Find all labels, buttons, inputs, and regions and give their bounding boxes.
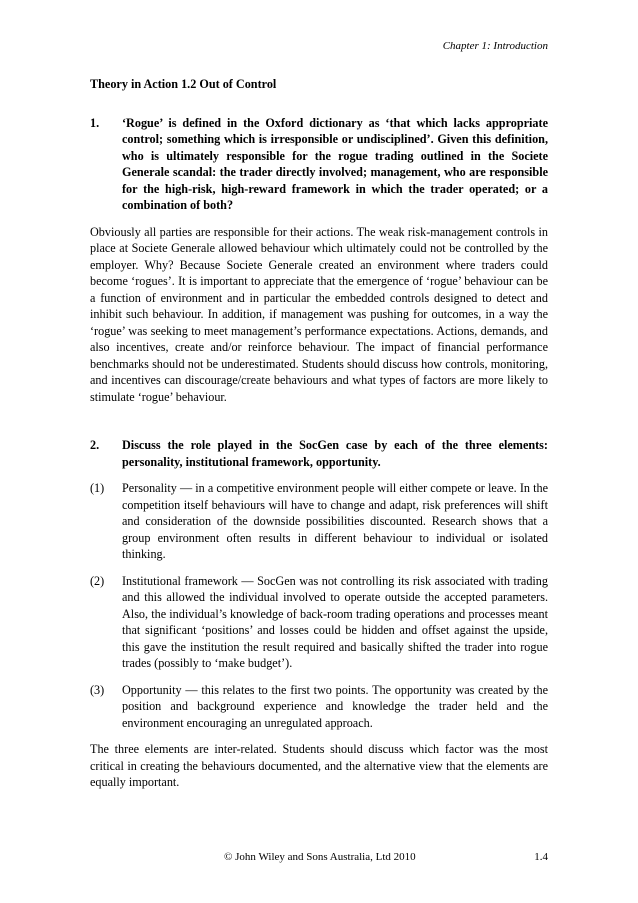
list-item-number: (3) bbox=[90, 682, 105, 697]
list-item-number: (2) bbox=[90, 573, 105, 588]
section-title: Theory in Action 1.2 Out of Control bbox=[90, 77, 277, 91]
question-2-number: 2. bbox=[90, 438, 100, 452]
answer-1: Obviously all parties are responsible for their actions. The weak risk-management controls in place at Societe Generale allowed behaviour which ultimately could not be controlled by the employer. Why? Because Societe Generale created an environment where traders could become ‘rogues’. It is important to appreciate that the emergence of ‘rogue’ behaviour can be a function of environment and in particular the embedded controls designed to detect and inhibit such behaviour. In addition, if management was pushing for outcomes, in a way the ‘rogue’ was seeking to meet management’s performance expectations. Actions, demands, and also incentives, create and/or reinforce behaviour. The impact of financial performance benchmarks should not be underestimated. Students should discuss how controls, monitoring, and incentives can discourage/create behaviours and what types of factors are more likely to stimulate ‘rogue’ behaviour. bbox=[90, 224, 548, 404]
list-item-number: (1) bbox=[90, 481, 105, 495]
list-item bbox=[90, 682, 548, 732]
page-content bbox=[90, 76, 548, 801]
question-1-text: ‘Rogue’ is defined in the Oxford dictionary as ‘that which lacks appropriate control; something which is irresponsible or undisciplined’. Given this definition, who is ultimately responsible for the rogue trading outlined in the Societe Generale scandal: the trader directly involved; management, who are responsible for the high-risk, high-reward framework in which the trader operated; or a combination of both? bbox=[122, 115, 548, 212]
page-number: 1.4 bbox=[534, 851, 548, 863]
question-1-number: 1. bbox=[90, 115, 100, 130]
question-2-text: Discuss the role played in the SocGen case by each of the three elements: personality, institutional framework, opportunity. bbox=[122, 438, 548, 469]
question-2 bbox=[90, 437, 548, 470]
list-item-text: Opportunity — this relates to the first two points. The opportunity was created by the position and background experience and knowledge the trader held and the environment encouraging an unregulated approach. bbox=[122, 682, 548, 730]
conclusion-paragraph: The three elements are inter-related. Students should discuss which factor was the most critical in creating the behaviours documented, and the alternative view that the elements are equally important. bbox=[90, 742, 548, 789]
chapter-header: Chapter 1: Introduction bbox=[442, 40, 548, 52]
list-item bbox=[90, 480, 548, 563]
question-1 bbox=[90, 115, 548, 214]
copyright-notice: © John Wiley and Sons Australia, Ltd 2010 bbox=[224, 851, 416, 863]
list-item-text: Institutional framework — SocGen was not controlling its risk associated with trading and this allowed the individual involved to operate outside the accepted parameters. Also, the individual’s knowledge of back-room trading operations and processes meant that significant ‘positions’ and losses could be hidden and offset against the upside, this gave the institution the result required and basically shifted the trader into rogue trades (possibly to ‘make budget’). bbox=[122, 573, 548, 670]
list-item bbox=[90, 573, 548, 672]
list-item-text: Personality — in a competitive environment people will either compete or leave. In the competition itself behaviours will have to change and adapt, risk preferences will shift and consideration of the downside possibilities discounted. Research shows that a group environment often results in different behaviour to individual or isolated thinking. bbox=[122, 481, 548, 561]
